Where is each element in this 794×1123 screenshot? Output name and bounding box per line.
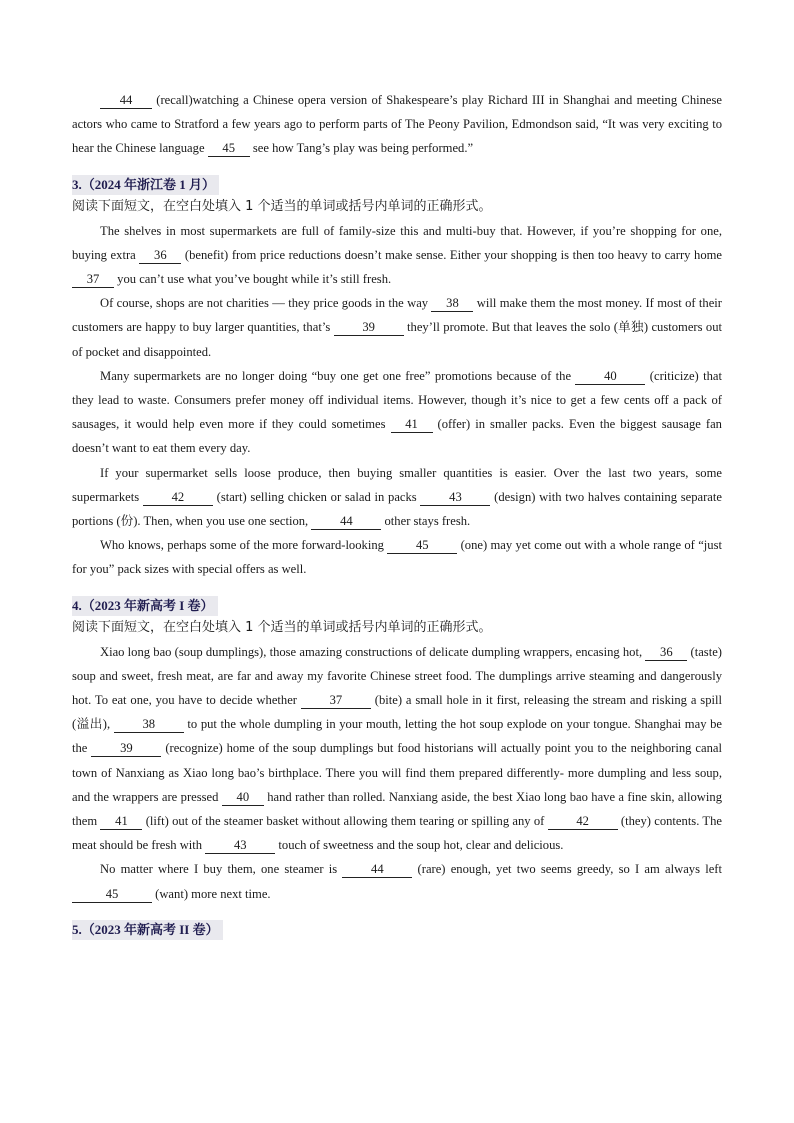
section-instruction: 阅读下面短文，在空白处填入 1 个适当的单词或括号内单词的正确形式。 [72,198,492,214]
section-heading: 4.（2023 年新高考 I 卷） [72,596,218,616]
text-run: to put the whole dumpling in your mouth, letting the hot soup explode on your tongue. Shanghai may be the [72,717,722,756]
answer-blank-45[interactable]: 45 [387,537,457,554]
answer-blank-41[interactable]: 41 [100,813,142,830]
passage-paragraph [72,640,722,858]
section-instruction: 阅读下面短文，在空白处填入 1 个适当的单词或括号内单词的正确形式。 [72,619,492,635]
text-run: (benefit) from price reductions doesn’t make sense. Either your shopping is then too heavy to carry home [181,247,723,262]
text-run: see how Tang’s play was being performed.” [249,141,474,156]
passage-paragraph [72,857,722,905]
text-run: (rare) enough, yet two seems greedy, so I am always left [412,862,722,877]
text-run: (taste) soup and sweet, fresh meat, are far and away my favorite Chinese street food. The dumplings arrive steaming and dangerously hot. To eat one, you have to decide whether [72,644,722,708]
answer-blank-44[interactable]: 44 [311,513,381,530]
text-run: (recall)watching a Chinese opera version of Shakespeare’s play Richard III in Shanghai and meeting Chinese actors who came to Stratford a few years ago to perform parts of The Peony Pavilion, Edmondson said, “It was very exciting to hear the Chinese language [72,93,722,156]
answer-blank-45[interactable]: 45 [72,886,152,903]
passage-paragraph [72,461,722,534]
text-run: hand rather than rolled. Nanxiang aside, the best Xiao long bao have a fine skin, allowing them [72,789,722,829]
answer-blank-42[interactable]: 42 [548,813,618,830]
answer-blank-42[interactable]: 42 [143,489,213,506]
answer-blank-36[interactable]: 36 [139,247,181,264]
text-run: (recognize) home of the soup dumplings but food historians will actually point you to the neighboring canal town of Nanxiang as Xiao long bao’s birthplace. There you will find them prepared differently- more dumpling and less soup, and the wrappers are pressed [72,741,722,804]
answer-blank-40[interactable]: 40 [222,789,264,806]
passage-paragraph [72,219,722,292]
answer-blank-38[interactable]: 38 [431,295,473,312]
answer-blank-37[interactable]: 37 [301,692,371,709]
section-gap [72,582,722,596]
text-run: (criticize) that they lead to waste. Consumers prefer money off individual items. However, though it’s nice to get a few cents off a pack of sausages, it would help even more if they could sometimes [72,368,722,432]
text-run: (they) contents. The meat should be fresh with [72,814,722,853]
text-run: other stays fresh. [381,514,471,529]
text-run: Who knows, perhaps some of the more forward-looking [100,538,388,553]
text-run: No matter where I buy them, one steamer is [100,862,343,877]
answer-blank-44[interactable]: 44 [100,92,152,109]
text-run: If your supermarket sells loose produce, then buying smaller quantities is easier. Over the last two years, some supermarkets [72,465,722,504]
answer-blank-36[interactable]: 36 [645,644,687,661]
section-gap [72,906,722,920]
answer-blank-39[interactable]: 39 [91,740,161,757]
answer-blank-40[interactable]: 40 [575,368,645,385]
text-run: The shelves in most supermarkets are full of family-size this and multi-buy that. However, if you’re shopping for one, buying extra [72,223,722,262]
section-gap [72,161,722,175]
text-run: Many supermarkets are no longer doing “buy one get one free” promotions because of the [100,368,576,383]
question-section [72,596,722,906]
answer-blank-45[interactable]: 45 [208,140,250,157]
intro-paragraph [72,88,722,161]
text-run: (design) with two halves containing separate portions (份). Then, when you use one section, [72,489,722,529]
text-run: Xiao long bao (soup dumplings), those amazing constructions of delicate dumpling wrappers, encasing hot, [100,644,646,659]
text-run: (want) more next time. [152,886,271,901]
passage-paragraph [72,291,722,364]
question-section [72,920,722,940]
text-run: will make them the most money. If most of their customers are happy to buy larger quantities, that’s [72,296,722,335]
passage-paragraph [72,364,722,461]
passage-paragraph [72,533,722,581]
text-run: (bite) a small hole in it first, releasing the stream and risking a spill (溢出), [72,693,723,732]
text-run: they’ll promote. But that leaves the solo (单独) customers out of pocket and disappointed. [72,320,722,359]
text-run: touch of sweetness and the soup hot, clear and delicious. [275,838,564,853]
text-run: Of course, shops are not charities — they price goods in the way [100,296,432,311]
answer-blank-43[interactable]: 43 [420,489,490,506]
section-heading: 3.（2024 年浙江卷 1 月） [72,175,219,195]
answer-blank-37[interactable]: 37 [72,271,114,288]
text-run: (lift) out of the steamer basket without allowing them tearing or spilling any of [142,814,548,829]
answer-blank-41[interactable]: 41 [391,416,433,433]
answer-blank-44[interactable]: 44 [342,861,412,878]
section-heading: 5.（2023 年新高考 II 卷） [72,920,223,940]
document-page [72,88,722,940]
question-section [72,175,722,582]
text-run: (one) may yet come out with a whole range of “just for you” pack sizes with special offers as well. [72,538,722,577]
text-run: (offer) in smaller packs. Even the biggest sausage fan doesn’t want to eat them every day. [72,417,722,456]
answer-blank-38[interactable]: 38 [114,716,184,733]
answer-blank-39[interactable]: 39 [334,319,404,336]
answer-blank-43[interactable]: 43 [205,837,275,854]
sections-container [72,161,722,940]
text-run: you can’t use what you’ve bought while it’s still fresh. [114,272,392,287]
text-run: (start) selling chicken or salad in packs [212,489,421,504]
